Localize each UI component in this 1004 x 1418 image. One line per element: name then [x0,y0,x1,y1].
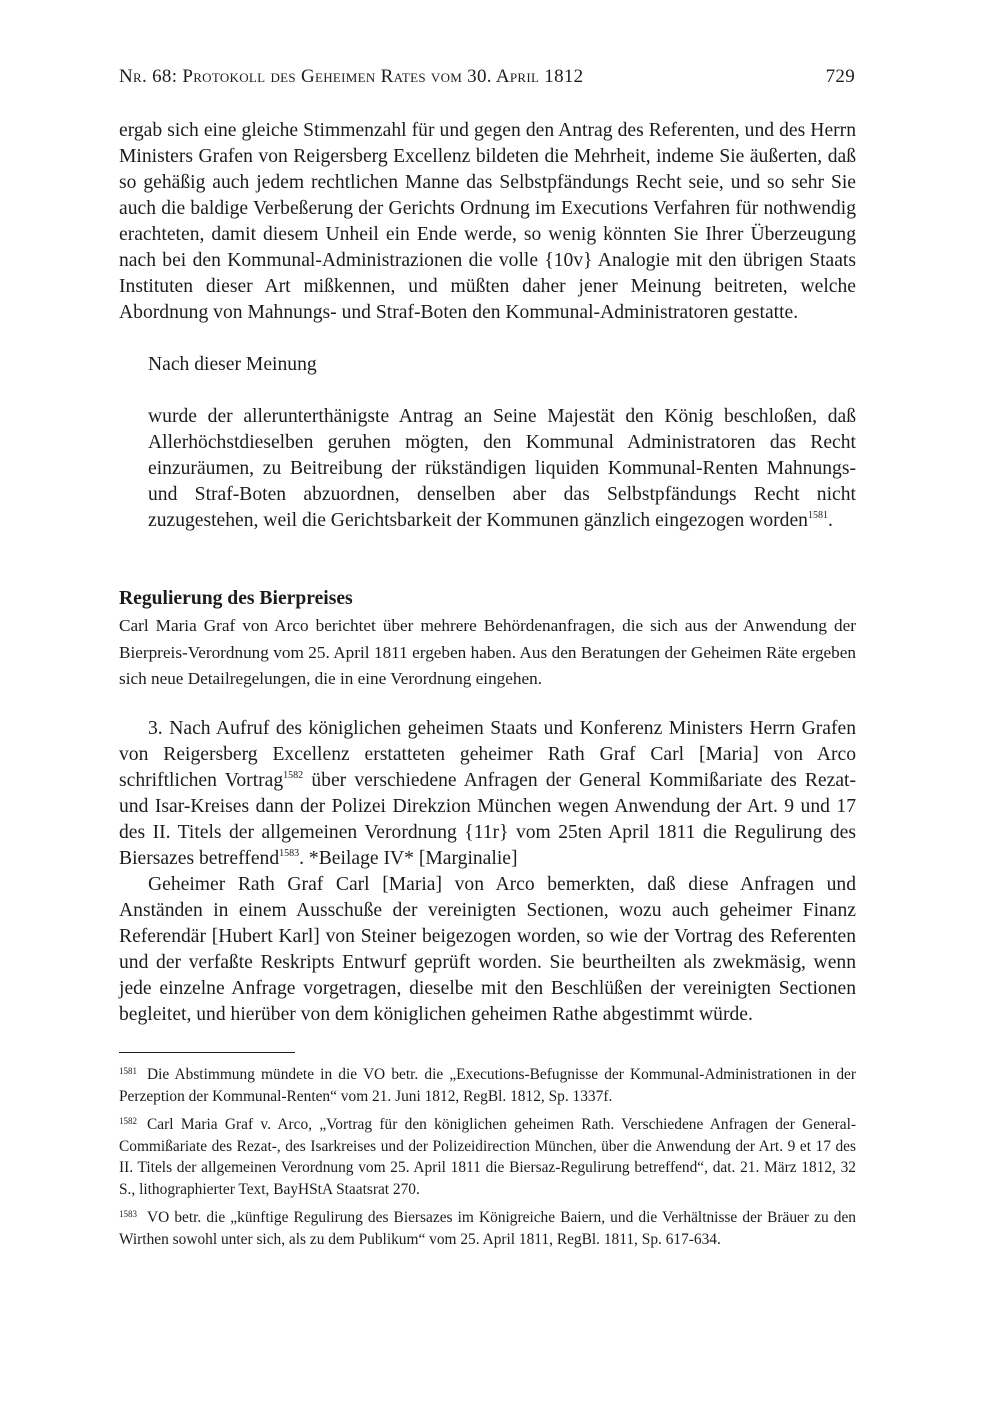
footnote-1582 [119,1114,856,1200]
paragraph-vote-result [119,118,856,326]
item-3-text-a: 3. Nach Aufruf des königlichen geheimen Staats und Konferenz Ministers Herrn Grafen von Reigersberg Excellenz erstatteten geheimer Rath Graf Carl [Maria] von Arco schriftlichen Vortrag [119,718,856,791]
item-3-text-c: . *Beilage IV* [Marginalie] [299,848,518,869]
footnote-text: VO betr. die „künftige Regulirung des Biersazes im Königreiche Baiern, und die Verhältnisse der Bräuer zu den Wirthen sowohl unter sich, als zu dem Publikum“ vom 25. April 1811, RegBl. 1811, Sp. 617-634. [119,1209,856,1248]
footnote-ref-1581[interactable]: 1581 [807,510,828,521]
section-heading: Regulierung des Bierpreises [119,588,353,609]
section-summary: Carl Maria Graf von Arco berichtet über mehrere Behördenanfragen, die sich aus der Anwendung der Bierpreis-Verordnung vom 25. April 1811 ergeben haben. Aus den Beratungen der Geheimen Räte ergeben sich neue Detailregelungen, die in eine Verordnung eingehen. [119,616,856,688]
footnote-rule [119,1052,295,1053]
footnote-number: 1582 [119,1116,137,1126]
footnote-1583 [119,1207,856,1250]
item-3-text-b: über verschiedene Anfragen der General Kommißariate des Rezat- und Isar-Kreises dann der Polizei Direkzion München wegen Anwendung der Art. 9 und 17 des II. Titels der allgemeinen Verordnung {11r} vom 25ten April 1811 die Regulirung des Biersazes betreffend [119,770,856,869]
paragraph-text: Geheimer Rath Graf Carl [Maria] von Arco bemerkten, daß diese Anfragen und Anständen in einem Ausschuße der vereinigten Sectionen, wozu auch geheimer Finanz Referendär [Hubert Karl] von Steiner beigezogen worden, so wie der Vortrag des Referenten und der verfaßte Reskripts Entwurf geprüft worden. Sie beurtheilten als zwekmäsig, wenn jede einzelne Anfrage vorgetragen, dieselbe mit den Beschlüßen der vereinigten Sectionen begleitet, und hierüber von dem königlichen geheimen Rathe abgestimmt würde. [119,874,856,1025]
footnote-ref-1583[interactable]: 1583 [279,848,300,859]
paragraph-arco-remarks [119,872,856,1028]
footnotes [119,1064,856,1257]
paragraph-item-3 [119,716,856,872]
resolution-end: . [827,510,833,531]
footnote-ref-1582[interactable]: 1582 [283,770,304,781]
page-number: 729 [825,66,855,87]
footnote-number: 1581 [119,1066,137,1076]
paragraph-text: ergab sich eine gleiche Stimmenzahl für und gegen den Antrag des Referenten, und des Herrn Ministers Grafen von Reigersberg Excellenz bildeten die Mehrheit, indeme Sie äußerten, daß so gehäßig auch jedem rechtlichen Manne das Selbstpfändungs Recht seie, und so sehr Sie auch die baldige Verbeßerung der Gerichts Ordnung im Executions Verfahren für nothwendig erachteten, damit diesem Unheil ein Ende werde, so wenig könnten Sie Ihrer Überzeugung nach bei den Kommunal-Administrazionen die volle {10v} Analogie mit den übrigen Staats Instituten dieser Art mißkennen, und müßten daher jener Meinung beitreten, welche Abordnung von Mahnungs- und Straf-Boten den Kommunal-Administratoren gestatte. [119,120,856,323]
paragraph-opinion-intro [119,352,856,378]
footnote-1581 [119,1064,856,1107]
footnote-text: Carl Maria Graf v. Arco, „Vortrag für den königlichen geheimen Rath. Verschiedene Anfragen der General-Commißariate des Rezat-, des Isarkreises und der Polizeidirection München, über die Anwendung der Art. 9 et 17 des II. Titels der allgemeinen Verordnung vom 25. April 1811 die Biersaz-Regulirung betreffend“, dat. 21. März 1812, 32 S., lithographierter Text, BayHStA Staatsrat 270. [119,1116,856,1198]
paragraph-text: Nach dieser Meinung [148,354,317,375]
running-header [119,66,855,92]
resolution-text: wurde der allerunterthänigste Antrag an Seine Majestät den König beschloßen, daß Allerhöchstdieselben geruhen mögten, den Kommunal Administratoren das Recht einzuräumen, zu Beitreibung der rükständigen liquiden Kommunal-Renten Mahnungs- und Straf-Boten abzuordnen, denselben aber das Selbstpfändungs Recht nicht zuzugestehen, weil die Gerichtsbarkeit der Kommunen gänzlich eingezogen worden [148,406,856,531]
footnote-text: Die Abstimmung mündete in die VO betr. die „Executions-Befugnisse der Kommunal-Administrationen in der Perzeption der Kommunal-Renten“ vom 21. Juni 1812, RegBl. 1812, Sp. 1337f. [119,1066,856,1105]
paragraph-text [119,716,856,872]
paragraph-resolution [119,404,856,534]
footnote-number: 1583 [119,1209,137,1219]
paragraph-text [119,404,856,534]
header-title: Nr. 68: Protokoll des Geheimen Rates vom 30. April 1812 [119,66,584,87]
